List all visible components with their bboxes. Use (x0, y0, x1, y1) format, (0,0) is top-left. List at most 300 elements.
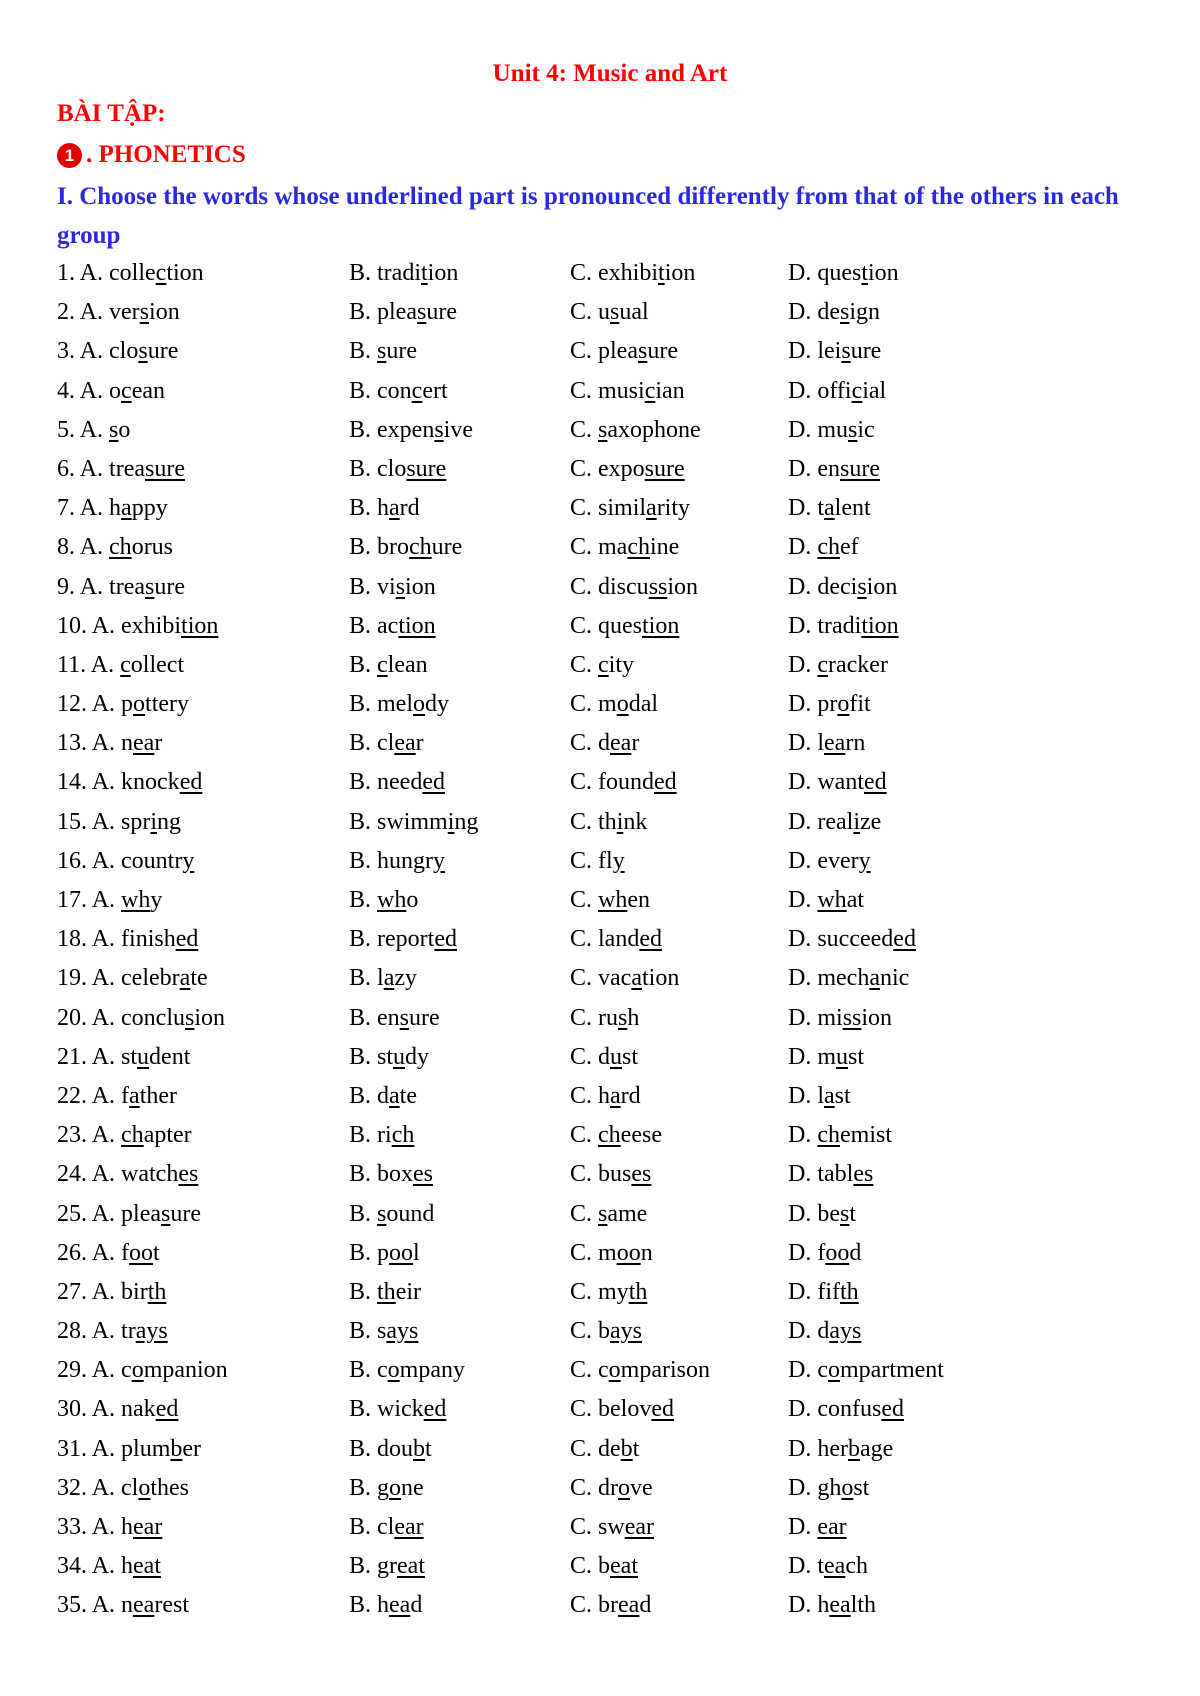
option-a (57, 1155, 198, 1194)
option-b (349, 920, 457, 959)
word-prefix: knock (121, 769, 180, 796)
word-prefix: expen (377, 416, 435, 443)
word-suffix: emist (840, 1122, 892, 1149)
question-row (57, 685, 1157, 724)
option-d (788, 1586, 876, 1625)
word-prefix: deci (817, 573, 858, 600)
word-suffix: t (849, 1200, 857, 1227)
option-letter: B. (349, 1161, 378, 1188)
underlined-part: ea (618, 1592, 640, 1619)
underlined-part: s (840, 299, 850, 326)
word-prefix: f (817, 1239, 826, 1266)
option-c (570, 1430, 639, 1469)
option-letter: C. (570, 1239, 599, 1266)
question-number: 13. (57, 730, 92, 757)
word-prefix: c (121, 1357, 132, 1384)
word-prefix: ru (598, 1004, 619, 1031)
option-letter: D. (788, 887, 818, 913)
underlined-part: s (161, 1200, 171, 1227)
option-a (57, 1077, 177, 1116)
option-letter: C. (570, 926, 599, 953)
underlined-part: s (857, 573, 867, 600)
underlined-part: ea (829, 1592, 851, 1619)
option-a (57, 1586, 189, 1625)
option-letter: C. (570, 1435, 599, 1462)
option-letter: C. (570, 1514, 599, 1540)
option-letter: D. (788, 612, 818, 639)
question-row (57, 646, 1157, 685)
underlined-part: o (387, 1357, 400, 1384)
option-a (57, 1273, 166, 1312)
option-letter: A. (79, 534, 110, 561)
underlined-part: s (109, 416, 119, 443)
underlined-part: oo (129, 1239, 154, 1266)
option-d (788, 999, 892, 1038)
option-letter: B. (349, 1004, 378, 1031)
word-suffix: tion (641, 965, 680, 992)
option-letter: C. (570, 573, 599, 600)
underlined-part: ed (422, 769, 445, 796)
exercise-instruction: I. Choose the words whose underlined part is pronounced differently from that of the others in each group (57, 183, 1119, 249)
underlined-part: ed (423, 1396, 447, 1423)
option-letter: B. (349, 299, 378, 326)
underlined-part: ch (391, 1122, 415, 1149)
underlined-part: ea (133, 730, 155, 757)
option-letter: C. (570, 847, 599, 874)
question-row (57, 489, 1157, 528)
underlined-part: ch (409, 534, 432, 561)
word-suffix: nk (623, 808, 648, 835)
word-prefix: mu (817, 416, 849, 443)
word-prefix: ma (598, 534, 628, 561)
word-prefix: l (377, 965, 384, 992)
option-d (788, 1273, 859, 1312)
underlined-part: s (598, 1200, 608, 1227)
underlined-part: wh (121, 887, 151, 913)
option-c (570, 999, 639, 1038)
underlined-part: u (610, 1043, 623, 1070)
question-number: 16. (57, 847, 92, 874)
option-letter: B. (349, 1553, 378, 1580)
option-letter: A. (91, 1161, 122, 1188)
word-suffix: ion (861, 1004, 893, 1031)
word-suffix: mpanion (143, 1357, 228, 1384)
underlined-part: c (644, 377, 656, 404)
underlined-part: c (851, 377, 863, 404)
option-letter: A. (91, 1474, 122, 1501)
option-letter: C. (570, 1553, 599, 1580)
option-d (788, 1390, 904, 1429)
option-d (788, 1508, 847, 1547)
option-letter: A. (91, 730, 122, 757)
word-prefix: colle (109, 260, 156, 286)
option-b (349, 489, 420, 528)
word-prefix: my (598, 1278, 629, 1305)
option-c (570, 1469, 653, 1508)
word-prefix: s (377, 1318, 387, 1345)
underlined-part: o (389, 1474, 402, 1501)
option-d (788, 1469, 869, 1508)
word-prefix: g (377, 1474, 390, 1501)
question-number: 28. (57, 1318, 92, 1345)
word-prefix: cl (377, 730, 395, 757)
word-prefix: o (109, 377, 122, 404)
word-suffix: ure (850, 338, 882, 365)
option-letter: C. (570, 1357, 599, 1384)
question-row (57, 332, 1157, 371)
underlined-part: a (610, 1082, 621, 1109)
option-c (570, 763, 677, 802)
underlined-part: o (828, 1357, 840, 1384)
word-prefix: dou (377, 1435, 414, 1462)
word-prefix: countr (121, 847, 183, 874)
underlined-part: tion (181, 612, 219, 639)
option-letter: D. (788, 534, 818, 561)
word-suffix: rest (154, 1592, 189, 1619)
word-prefix: ever (817, 847, 859, 874)
option-b (349, 1547, 425, 1586)
question-number: 31. (57, 1435, 92, 1462)
option-letter: A. (91, 808, 122, 835)
question-number: 3. (57, 338, 80, 365)
option-b (349, 646, 428, 685)
underlined-part: o (138, 1474, 151, 1501)
question-number: 20. (57, 1004, 92, 1031)
word-suffix: eir (395, 1278, 421, 1305)
underlined-part: ays (829, 1318, 862, 1345)
question-row (57, 1430, 1157, 1469)
underlined-part: o (616, 691, 629, 718)
option-letter: D. (788, 1396, 818, 1423)
option-letter: A. (79, 299, 110, 326)
word-suffix: ure (170, 1200, 202, 1227)
word-prefix: c (377, 1357, 388, 1384)
word-prefix: l (817, 730, 825, 757)
option-letter: D. (788, 1592, 818, 1619)
word-prefix: cl (377, 1514, 395, 1540)
option-letter: C. (570, 260, 599, 286)
question-number: 22. (57, 1082, 92, 1109)
question-row (57, 372, 1157, 411)
option-letter: A. (79, 377, 110, 404)
underlined-part: ed (864, 769, 887, 796)
underlined-part: o (618, 1474, 631, 1501)
word-prefix: found (598, 769, 655, 796)
underlined-part: u (393, 1043, 406, 1070)
option-b (349, 372, 448, 411)
word-prefix: ques (817, 260, 862, 286)
word-suffix: mpany (399, 1357, 465, 1384)
option-b (349, 685, 449, 724)
option-d (788, 959, 909, 998)
word-suffix: ion (664, 260, 696, 286)
option-d (788, 332, 881, 371)
word-prefix: tradi (817, 612, 862, 639)
option-letter: B. (349, 377, 378, 404)
option-d (788, 607, 899, 646)
underlined-part: tion (398, 612, 436, 639)
option-letter: D. (788, 1553, 818, 1580)
option-a (57, 842, 194, 881)
question-number: 10. (57, 612, 92, 639)
question-row (57, 1155, 1157, 1194)
underlined-part: ea (394, 730, 416, 757)
option-d (788, 1547, 868, 1586)
word-suffix: ion (866, 573, 898, 600)
option-d (788, 881, 864, 920)
section-label: BÀI TẬP: (57, 100, 166, 127)
underlined-part: s (377, 338, 387, 365)
underlined-part: b (620, 1435, 633, 1462)
underlined-part: ch (817, 534, 840, 561)
option-c (570, 1586, 651, 1625)
word-suffix: mpartment (840, 1357, 944, 1384)
option-letter: C. (570, 1278, 599, 1305)
option-letter: B. (349, 965, 378, 992)
word-prefix: l (817, 1082, 825, 1109)
option-letter: D. (788, 416, 818, 443)
option-d (788, 1155, 873, 1194)
underlined-part: es (631, 1161, 652, 1188)
word-prefix: tradi (377, 260, 421, 286)
option-letter: B. (349, 1122, 378, 1149)
word-prefix: m (817, 1043, 837, 1070)
word-suffix: ity (608, 651, 635, 678)
question-row (57, 1351, 1157, 1390)
underlined-part: th (840, 1278, 859, 1305)
underlined-part: c (377, 651, 388, 678)
option-a (57, 646, 184, 685)
option-d (788, 372, 886, 411)
question-number: 21. (57, 1043, 92, 1070)
option-a (57, 920, 198, 959)
underlined-part: s (377, 1200, 387, 1227)
option-letter: B. (349, 730, 378, 757)
option-b (349, 1038, 429, 1077)
word-prefix: u (598, 299, 611, 326)
word-suffix: st (853, 1474, 870, 1501)
word-prefix: box (377, 1161, 414, 1188)
option-a (57, 293, 180, 332)
question-number: 33. (57, 1514, 92, 1540)
question-number: 4. (57, 377, 80, 404)
option-a (57, 763, 202, 802)
option-letter: D. (788, 1318, 818, 1345)
word-suffix: te (399, 1082, 417, 1109)
question-number: 15. (57, 808, 92, 835)
underlined-part: y (182, 847, 195, 874)
underlined-part: es (178, 1161, 199, 1188)
word-prefix: fif (817, 1278, 840, 1305)
option-d (788, 724, 865, 763)
option-b (349, 332, 417, 371)
option-c (570, 411, 701, 450)
word-prefix: c (817, 1357, 828, 1384)
word-prefix: ques (598, 612, 643, 639)
word-suffix: ion (667, 573, 699, 600)
word-prefix: con (377, 377, 412, 404)
option-letter: A. (91, 1122, 122, 1149)
question-row (57, 1547, 1157, 1586)
word-prefix: trea (109, 455, 145, 482)
word-suffix: st (834, 1082, 851, 1109)
underlined-part: t (658, 260, 665, 286)
option-letter: B. (349, 534, 378, 561)
option-letter: A. (91, 769, 122, 796)
option-b (349, 763, 445, 802)
question-row (57, 1508, 1157, 1547)
question-number: 5. (57, 416, 80, 443)
option-letter: A. (79, 338, 110, 365)
underlined-part: a (646, 495, 657, 522)
word-prefix: t (817, 495, 825, 522)
option-letter: D. (788, 1043, 818, 1070)
word-suffix: ion (427, 260, 459, 286)
option-a (57, 803, 181, 842)
question-row (57, 881, 1157, 920)
underlined-part: tion (642, 612, 680, 639)
option-letter: D. (788, 926, 818, 953)
option-c (570, 1351, 710, 1390)
word-suffix: eese (620, 1122, 662, 1149)
word-prefix: her (817, 1435, 848, 1462)
option-letter: C. (570, 1004, 599, 1031)
option-letter: B. (349, 1239, 378, 1266)
question-row (57, 254, 1157, 293)
option-letter: A. (91, 1514, 122, 1540)
option-d (788, 528, 859, 567)
question-number: 23. (57, 1122, 92, 1149)
underlined-part: wh (598, 887, 628, 913)
option-letter: A. (91, 1200, 122, 1227)
option-letter: D. (788, 1239, 818, 1266)
word-prefix: bir (121, 1278, 148, 1305)
underlined-part: ch (121, 1122, 144, 1149)
option-d (788, 1234, 861, 1273)
underlined-part: sure (644, 455, 685, 482)
word-suffix: o (118, 416, 131, 443)
word-prefix: watch (121, 1161, 179, 1188)
word-prefix: c (598, 1357, 609, 1384)
option-letter: A. (91, 1004, 122, 1031)
word-suffix: lean (387, 651, 428, 678)
option-b (349, 842, 445, 881)
option-d (788, 489, 871, 528)
option-d (788, 293, 880, 332)
word-suffix: er (182, 1435, 202, 1462)
underlined-part: wh (377, 887, 407, 913)
option-letter: A. (79, 416, 110, 443)
underlined-part: ed (651, 1396, 674, 1423)
word-prefix: lei (817, 338, 842, 365)
underlined-part: oo (825, 1239, 850, 1266)
option-letter: D. (788, 573, 818, 600)
option-letter: A. (91, 965, 122, 992)
underlined-part: c (817, 651, 828, 678)
underlined-part: s (598, 416, 608, 443)
word-prefix: succeed (817, 926, 894, 953)
word-prefix: report (377, 926, 435, 953)
question-number: 19. (57, 965, 92, 992)
word-prefix: be (817, 1200, 840, 1227)
option-letter: B. (349, 1043, 378, 1070)
word-suffix: ial (862, 377, 887, 404)
question-number: 6. (57, 455, 80, 482)
underlined-part: a (824, 495, 835, 522)
word-prefix: conclu (121, 1004, 186, 1031)
option-letter: B. (349, 847, 378, 874)
option-b (349, 528, 462, 567)
option-c (570, 568, 698, 607)
word-prefix: br (598, 1592, 619, 1619)
word-prefix: d (598, 1043, 611, 1070)
word-suffix: ze (859, 808, 882, 835)
word-prefix: ac (377, 612, 399, 639)
option-d (788, 685, 871, 724)
option-letter: B. (349, 495, 378, 522)
word-suffix: nic (879, 965, 910, 992)
option-letter: A. (90, 651, 121, 678)
option-letter: B. (349, 338, 378, 365)
question-number: 17. (57, 887, 92, 913)
option-c (570, 293, 649, 332)
underlined-part: c (598, 651, 609, 678)
underlined-part: a (179, 965, 191, 992)
option-d (788, 920, 916, 959)
underlined-part: sure (840, 455, 880, 482)
question-row (57, 763, 1157, 802)
word-prefix: offi (817, 377, 852, 404)
underlined-part: s (417, 299, 427, 326)
underlined-part: eat (610, 1553, 638, 1580)
option-d (788, 450, 880, 489)
word-suffix: h (627, 1004, 640, 1031)
option-letter: A. (91, 1082, 122, 1109)
option-d (788, 411, 875, 450)
underlined-part: u (137, 1043, 150, 1070)
option-letter: D. (788, 299, 818, 326)
question-row (57, 959, 1157, 998)
underlined-part: th (628, 1278, 648, 1305)
underlined-part: ch (598, 1122, 621, 1149)
option-c (570, 959, 679, 998)
word-suffix: ame (607, 1200, 648, 1227)
word-prefix: m (598, 691, 617, 718)
underlined-part: ed (881, 1396, 904, 1423)
page-title: Unit 4: Music and Art (492, 60, 728, 87)
question-row (57, 999, 1157, 1038)
word-suffix: d (410, 1592, 423, 1619)
underlined-part: sure (406, 455, 447, 482)
option-letter: C. (570, 455, 599, 482)
underlined-part: ch (817, 1122, 840, 1149)
option-letter: C. (570, 1474, 599, 1501)
word-prefix: de (817, 299, 840, 326)
option-letter: D. (788, 769, 818, 796)
question-row (57, 1038, 1157, 1077)
option-b (349, 293, 457, 332)
option-b (349, 1469, 424, 1508)
option-d (788, 646, 888, 685)
word-suffix: ound (386, 1200, 435, 1227)
question-row (57, 1234, 1157, 1273)
option-letter: A. (91, 1318, 122, 1345)
word-prefix: mi (817, 1004, 843, 1031)
underlined-part: s (399, 1004, 410, 1031)
option-letter: C. (570, 887, 599, 913)
question-row (57, 1195, 1157, 1234)
option-b (349, 724, 424, 763)
